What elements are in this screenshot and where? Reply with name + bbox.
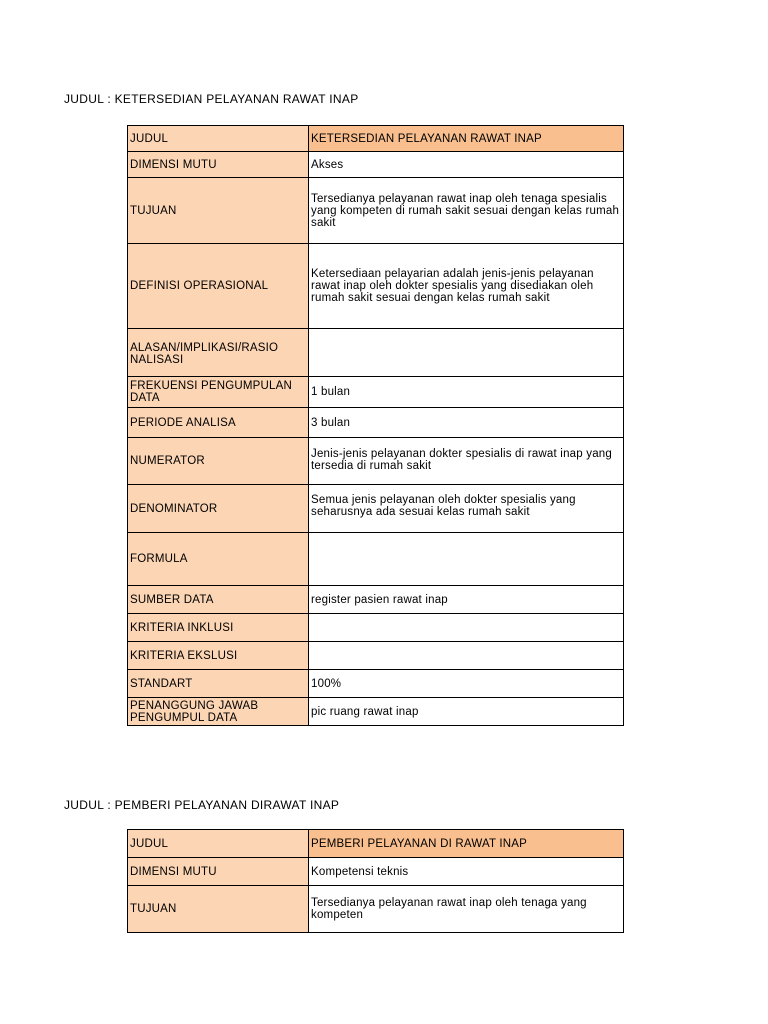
row-label: DEFINISI OPERASIONAL — [128, 244, 309, 329]
table-row — [128, 244, 624, 329]
row-value: 3 bulan — [309, 408, 624, 438]
row-value: 100% — [309, 670, 624, 698]
row-value: Akses — [309, 152, 624, 178]
table-row — [128, 438, 624, 485]
table-row — [128, 485, 624, 533]
table-row — [128, 830, 624, 858]
table-row — [128, 642, 624, 670]
row-label: FREKUENSI PENGUMPULAN DATA — [128, 377, 309, 408]
row-label: JUDUL — [128, 830, 309, 858]
table-row — [128, 533, 624, 586]
row-value: KETERSEDIAN PELAYANAN RAWAT INAP — [309, 126, 624, 152]
table-row — [128, 670, 624, 698]
row-value — [309, 533, 624, 586]
row-value — [309, 642, 624, 670]
table-row — [128, 152, 624, 178]
row-value: Tersedianya pelayanan rawat inap oleh tenaga yang kompeten — [309, 886, 624, 933]
row-label: KRITERIA INKLUSI — [128, 614, 309, 642]
row-value: Tersedianya pelayanan rawat inap oleh tenaga spesialis yang kompeten di rumah sakit sesuai dengan kelas rumah sakit — [309, 178, 624, 244]
row-label: TUJUAN — [128, 886, 309, 933]
row-label: PERIODE ANALISA — [128, 408, 309, 438]
row-label: JUDUL — [128, 126, 309, 152]
row-value — [309, 614, 624, 642]
row-label: KRITERIA EKSLUSI — [128, 642, 309, 670]
row-value: register pasien rawat inap — [309, 586, 624, 614]
table-row — [128, 614, 624, 642]
table-row — [128, 178, 624, 244]
row-label: SUMBER DATA — [128, 586, 309, 614]
table-row — [128, 698, 624, 726]
table-row — [128, 329, 624, 377]
row-value: Semua jenis pelayanan oleh dokter spesialis yang seharusnya ada sesuai kelas rumah sakit — [309, 485, 624, 533]
row-value: 1 bulan — [309, 377, 624, 408]
table-row — [128, 586, 624, 614]
row-label: DIMENSI MUTU — [128, 858, 309, 886]
row-label: NUMERATOR — [128, 438, 309, 485]
row-label: FORMULA — [128, 533, 309, 586]
row-value: PEMBERI PELAYANAN DI RAWAT INAP — [309, 830, 624, 858]
indicator-table-1 — [127, 125, 624, 726]
row-value — [309, 329, 624, 377]
row-value: pic ruang rawat inap — [309, 698, 624, 726]
indicator-table-2 — [127, 829, 624, 933]
table-row — [128, 886, 624, 933]
table-row — [128, 377, 624, 408]
row-label: DIMENSI MUTU — [128, 152, 309, 178]
row-label: TUJUAN — [128, 178, 309, 244]
row-label: STANDART — [128, 670, 309, 698]
row-label: PENANGGUNG JAWAB PENGUMPUL DATA — [128, 698, 309, 726]
row-value: Jenis-jenis pelayanan dokter spesialis di rawat inap yang tersedia di rumah sakit — [309, 438, 624, 485]
section-1-heading: JUDUL : KETERSEDIAN PELAYANAN RAWAT INAP — [64, 92, 359, 106]
row-label: ALASAN/IMPLIKASI/RASIO NALISASI — [128, 329, 309, 377]
section-2-heading: JUDUL : PEMBERI PELAYANAN DIRAWAT INAP — [64, 798, 340, 812]
table-row — [128, 408, 624, 438]
row-value: Ketersediaan pelayarian adalah jenis-jenis pelayanan rawat inap oleh dokter spesialis yang disediakan oleh rumah sakit sesuai dengan kelas rumah sakit — [309, 244, 624, 329]
table-row — [128, 858, 624, 886]
row-value: Kompetensi teknis — [309, 858, 624, 886]
table-row — [128, 126, 624, 152]
row-label: DENOMINATOR — [128, 485, 309, 533]
